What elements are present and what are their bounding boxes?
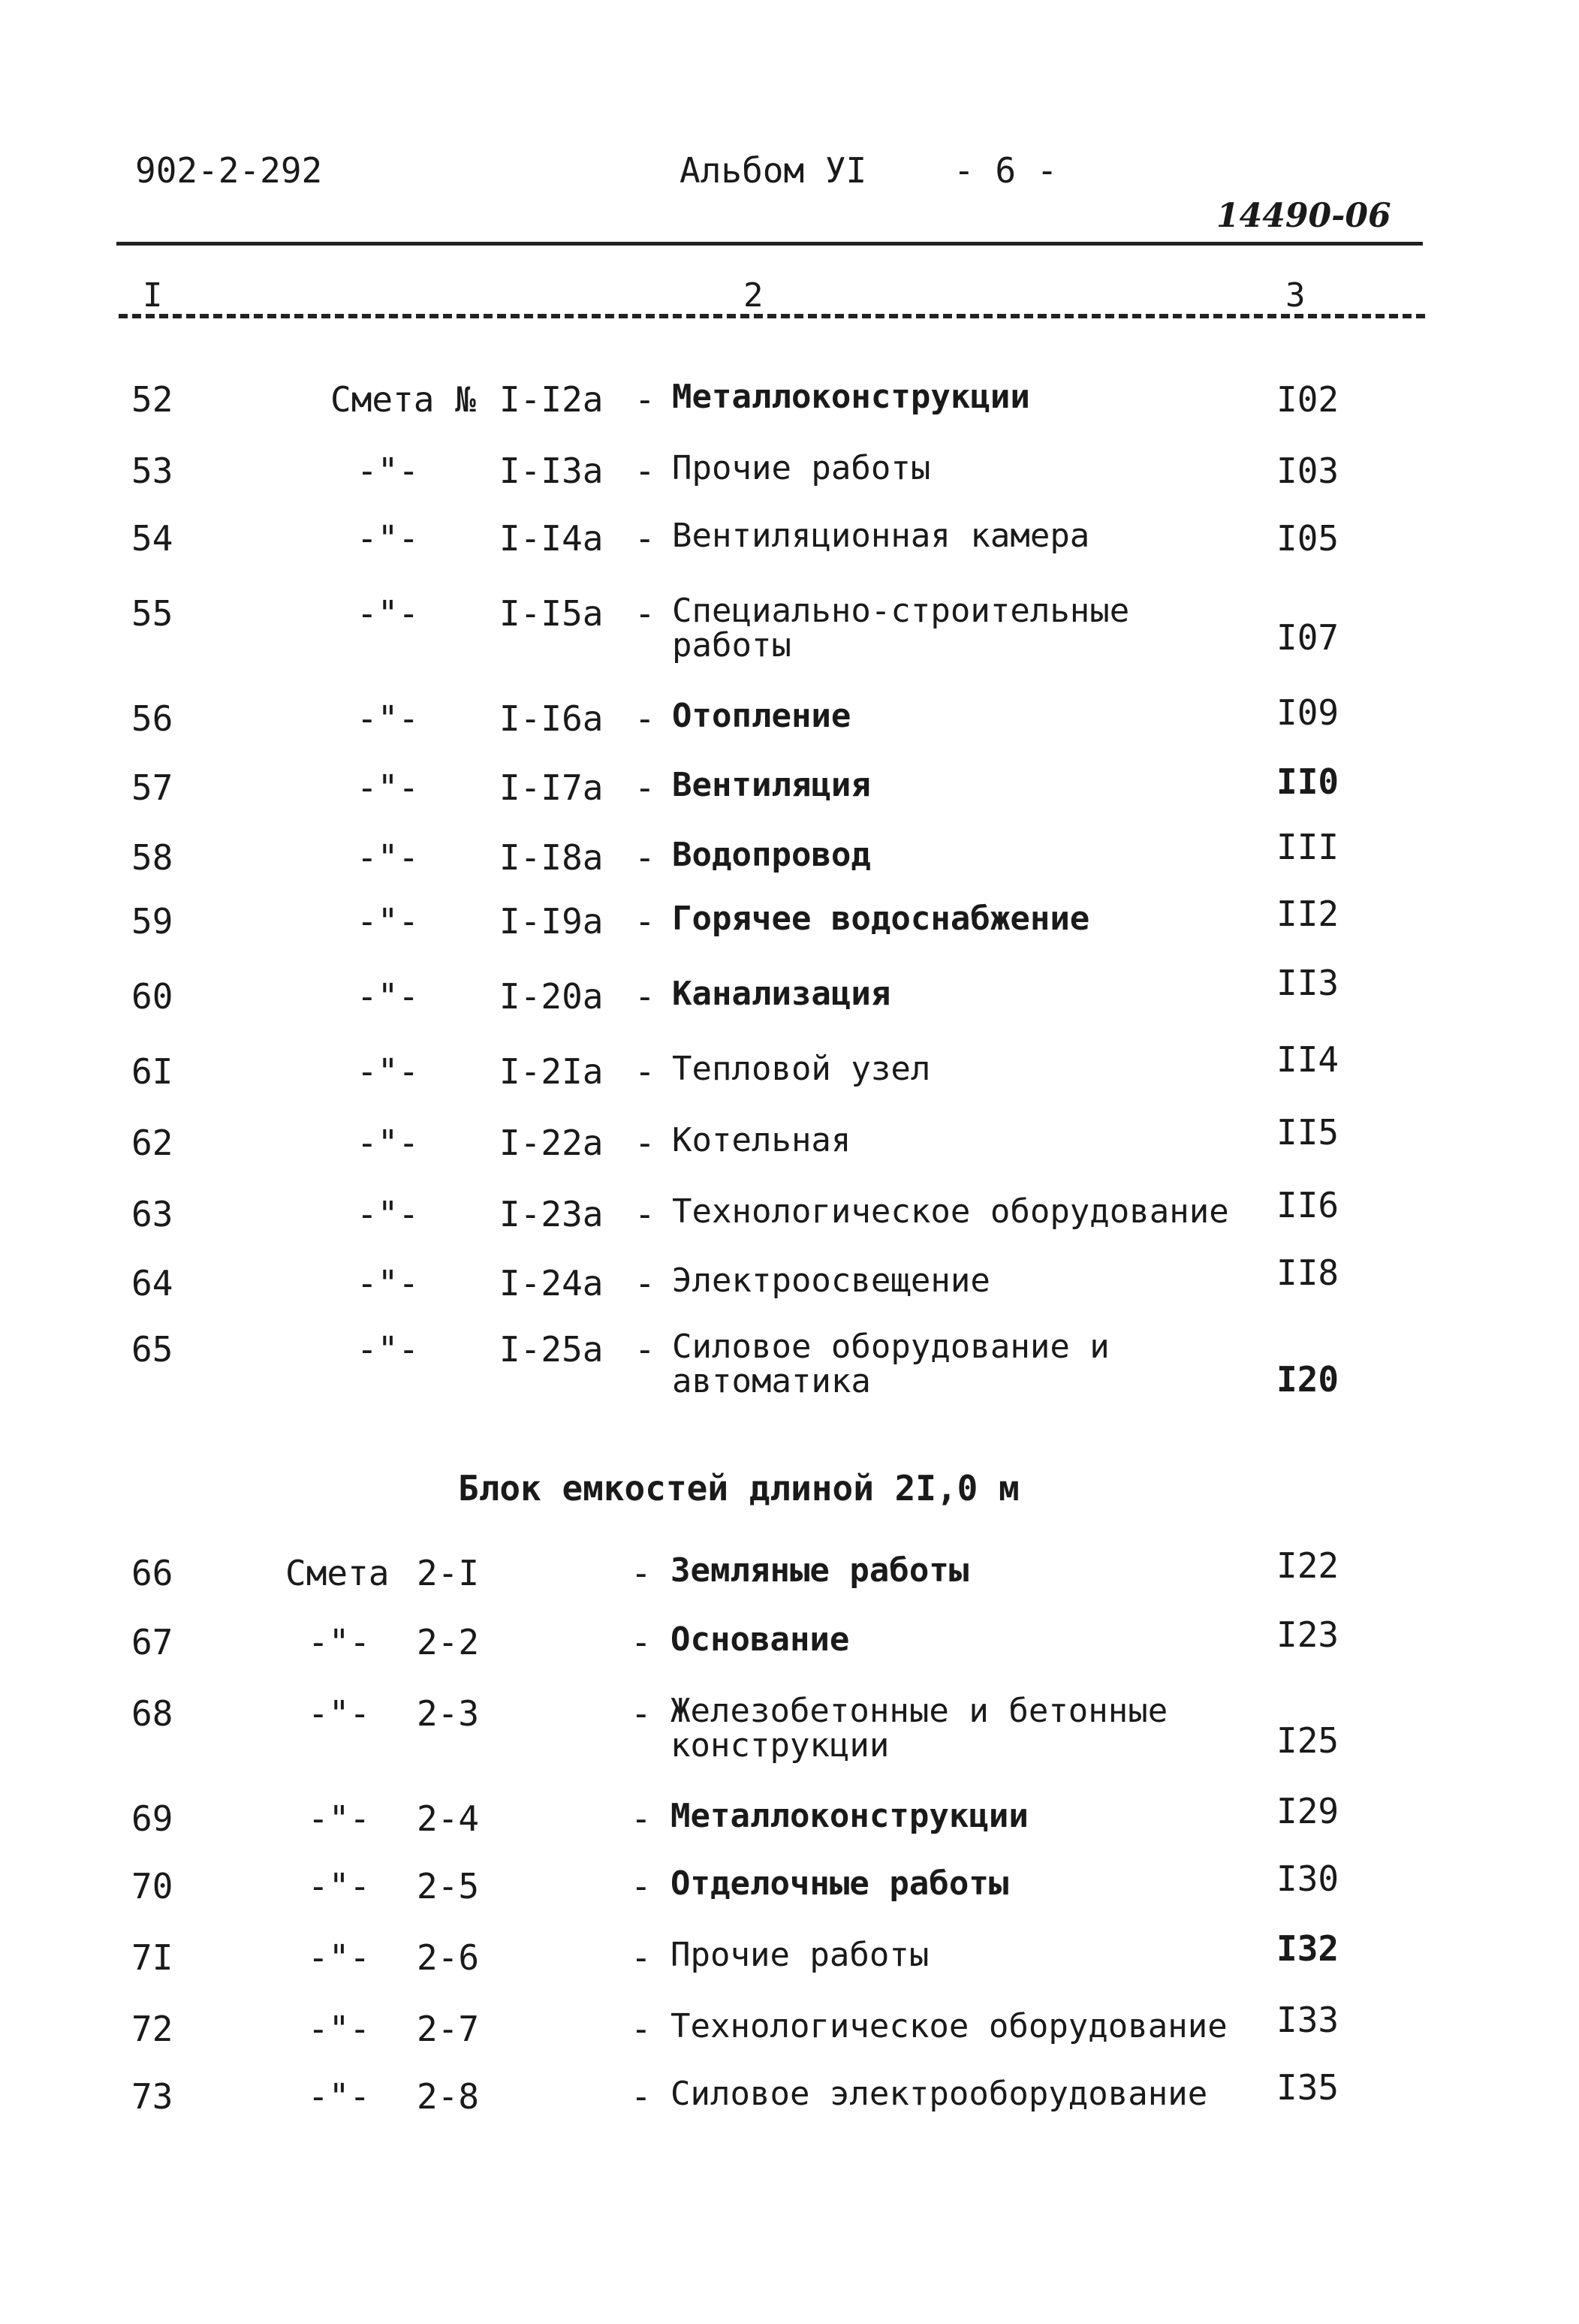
page-number: - 6 -	[954, 150, 1058, 191]
list-item: 7I -"- 2-6 - Прочие работы I32	[131, 1928, 1339, 1978]
list-item: 59 -"- I-I9а - Горячее водоснабжение II2	[131, 894, 1339, 942]
list-item: 54 -"- I-I4а - Вентиляционная камера I05	[131, 517, 1339, 559]
list-item: 64 -"- I-24а - Электроосвещение II8	[131, 1252, 1339, 1304]
header-rule	[116, 242, 1423, 246]
list-item: 55 -"- I-I5а - Специально-строительные работы I07	[131, 592, 1339, 665]
list-item: 6I -"- I-2Iа - Тепловой узел II4	[131, 1039, 1339, 1092]
list-item: 62 -"- I-22а - Котельная II5	[131, 1112, 1339, 1163]
column-head-1: I	[143, 276, 163, 315]
archive-number: 14490-06	[1216, 197, 1391, 235]
list-item: 60 -"- I-20а - Канализация II3	[131, 963, 1339, 1017]
list-item: 52 Смета № I-I2а - Металлоконструкции I02	[131, 378, 1339, 420]
list-item: 73 -"- 2-8 - Силовое электрооборудование I35	[131, 2067, 1339, 2117]
list-item: 65 -"- I-25а - Силовое оборудование и автоматика I20	[131, 1328, 1339, 1400]
list-item: 70 -"- 2-5 - Отделочные работы I30	[131, 1858, 1339, 1907]
column-head-3: 3	[1285, 276, 1306, 315]
section-title: Блок емкостей длиной 2I,0 м	[458, 1468, 1020, 1509]
list-item: 72 -"- 2-7 - Технологическое оборудование I33	[131, 2000, 1339, 2049]
list-item: 68 -"- 2-3 - Железобетонные и бетонные конструкции I25	[131, 1692, 1339, 1765]
doc-code-text: 902-2-292	[135, 150, 323, 191]
column-head-rule	[119, 314, 1425, 318]
list-item: 57 -"- I-I7а - Вентиляция II0	[131, 761, 1339, 808]
list-item: 56 -"- I-I6а - Отопление I09	[131, 692, 1339, 739]
list-item: 63 -"- I-23а - Технологическое оборудование II6	[131, 1185, 1339, 1234]
list-item: 58 -"- I-I8а - Водопровод III	[131, 827, 1339, 878]
list-item: 69 -"- 2-4 - Металлоконструкции I29	[131, 1791, 1339, 1839]
list-item: 53 -"- I-I3а - Прочие работы I03	[131, 449, 1339, 491]
list-item: 67 -"- 2-2 - Основание I23	[131, 1614, 1339, 1662]
column-head-2: 2	[743, 276, 764, 315]
list-item: 66 Смета 2-I - Земляные работы I22	[131, 1545, 1339, 1593]
doc-code	[135, 150, 322, 191]
album-title: Альбом УI	[680, 150, 867, 191]
